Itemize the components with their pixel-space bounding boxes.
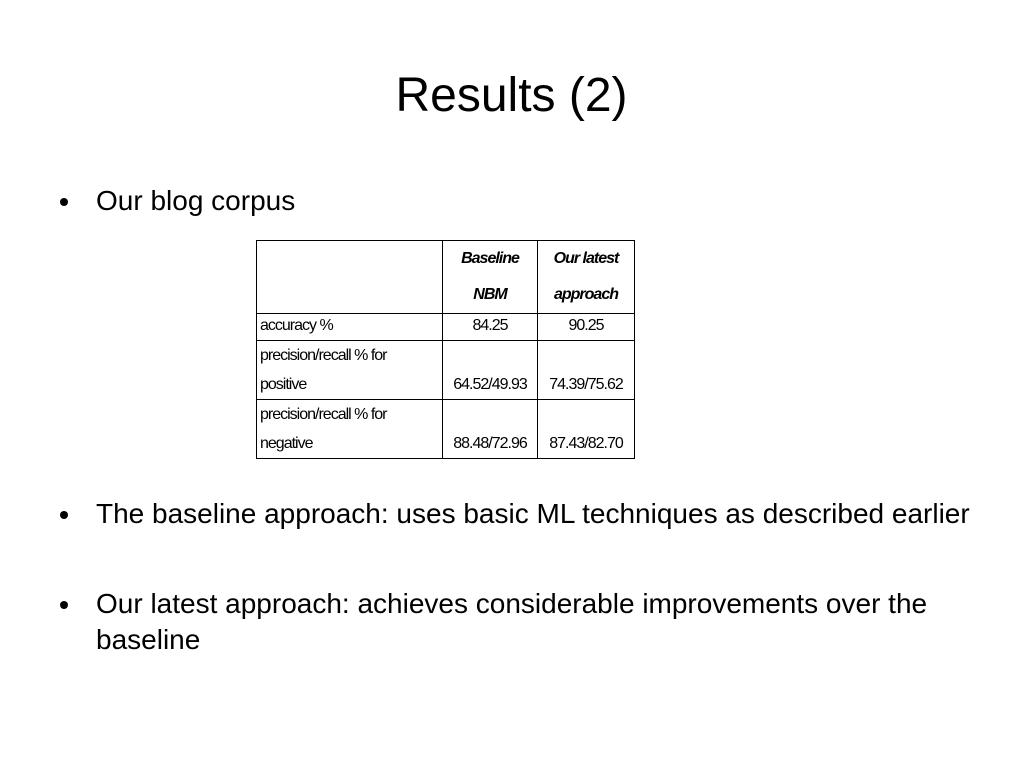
table-header-row (257, 241, 635, 314)
bullet-blog-corpus (60, 183, 970, 223)
table-cell-latest: 87.43/82.70 (538, 400, 635, 459)
table-header-latest (538, 241, 635, 314)
table-row-label (257, 341, 443, 400)
bullet-latest-approach (60, 586, 970, 662)
row-label-line: positive (260, 376, 307, 393)
table-row-label (257, 400, 443, 459)
bullet-dot-icon (60, 511, 68, 519)
row-label-line: negative (260, 435, 313, 452)
table-cell-baseline: 84.25 (443, 314, 538, 341)
header-line: approach (553, 286, 618, 303)
slide-title: Results (2) (395, 69, 628, 122)
row-label-line: precision/recall % for (260, 406, 387, 423)
table-row (257, 400, 635, 459)
bullet-baseline-approach (60, 496, 970, 572)
table-cell-baseline: 88.48/72.96 (443, 400, 538, 459)
header-line: Our latest (553, 250, 619, 267)
row-label-line: precision/recall % for (260, 347, 387, 364)
table-row (257, 314, 635, 341)
bullet-text: Our latest approach: achieves considerable improvements over the baseline (96, 588, 928, 655)
table-cell-baseline: 64.52/49.93 (443, 341, 538, 400)
header-line: NBM (473, 286, 507, 303)
bullet-text: Our blog corpus (96, 185, 296, 216)
header-line: Baseline (461, 250, 519, 267)
table-header-baseline (443, 241, 538, 314)
bullet-text: The baseline approach: uses basic ML techniques as described earlier (96, 498, 970, 529)
table-row (257, 341, 635, 400)
table-cell-latest: 74.39/75.62 (538, 341, 635, 400)
results-table (256, 240, 635, 459)
table-header-empty (257, 241, 443, 314)
table-cell-latest: 90.25 (538, 314, 635, 341)
bullet-dot-icon (60, 601, 68, 609)
table-row-label: accuracy % (257, 314, 443, 341)
bullet-dot-icon (60, 198, 68, 206)
